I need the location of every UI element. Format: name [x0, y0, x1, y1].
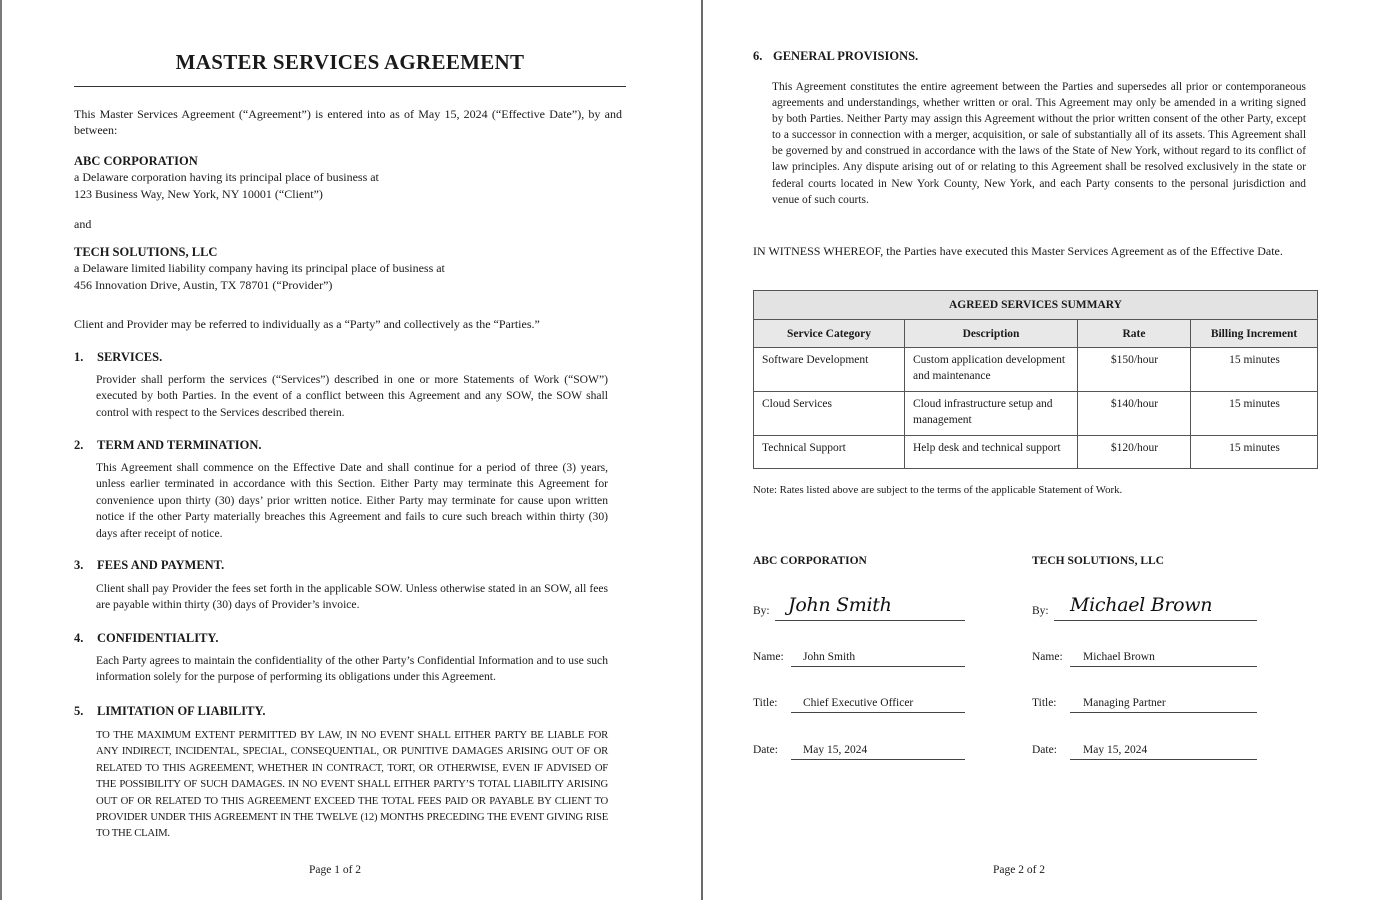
section-number: 1.	[74, 350, 84, 364]
party-a-name: ABC CORPORATION	[74, 154, 198, 168]
section-title: FEES AND PAYMENT.	[97, 558, 225, 572]
table-row	[754, 348, 1318, 392]
title-label: Title:	[753, 697, 778, 709]
section-5-body: TO THE MAXIMUM EXTENT PERMITTED BY LAW, IN NO EVENT SHALL EITHER PARTY BE LIABLE FOR ANY INDIRECT, INCIDENTAL, SPECIAL, CONSEQUENTIAL, OR PUNITIVE DAMAGES ARISING OUT OF OR RELATED TO THIS AGREEMENT, WHETHER IN CONTRACT, TORT, OR OTHERWISE, EVEN IF ADVISED OF THE POSSIBILITY OF SUCH DAMAGES. IN NO EVENT SHALL EITHER PARTY’S TOTAL LIABILITY ARISING OUT OF OR RELATED TO THIS AGREEMENT EXCEED THE TOTAL FEES PAID OR PAYABLE BY CLIENT TO PROVIDER UNDER THIS AGREEMENT IN THE TWELVE (12) MONTHS PRECEDING THE EVENT GIVING RISE TO THE CLAIM.	[96, 729, 608, 840]
section-title: CONFIDENTIALITY.	[97, 631, 219, 645]
section-1-body: Provider shall perform the services (“Services”) described in one or more Statements of Work (“SOW”) executed by both Parties. In the event of a conflict between this Agreement and any SOW, the SOW shall control with respect to the Services described therein.	[96, 373, 608, 419]
section-4-heading	[74, 631, 218, 646]
parties-note: Client and Provider may be referred to individually as a “Party” and collectively as the “Parties.”	[74, 317, 540, 331]
page-number: Page 2 of 2	[993, 864, 1046, 876]
title-label: Title:	[1032, 697, 1057, 709]
signer-title: Managing Partner	[1083, 697, 1166, 709]
section-number: 5.	[74, 704, 84, 718]
column-header: Billing Increment	[1191, 320, 1318, 348]
column-header: Description	[905, 320, 1078, 348]
table-note: Note: Rates listed above are subject to the terms of the applicable Statement of Work.	[753, 484, 1123, 496]
page-number: Page 1 of 2	[309, 864, 362, 876]
section-title: GENERAL PROVISIONS.	[773, 49, 919, 63]
table-cell: 15 minutes	[1191, 348, 1318, 392]
table-cell: $140/hour	[1078, 392, 1191, 436]
party-a-block	[74, 153, 622, 202]
table-cell: Custom application development and maintenance	[905, 348, 1078, 392]
name-label: Name:	[753, 651, 784, 663]
party-a-line2: 123 Business Way, New York, NY 10001 (“Client”)	[74, 186, 323, 201]
document-page-2	[701, 0, 1400, 900]
document-title: MASTER SERVICES AGREEMENT	[175, 50, 525, 74]
table-cell: Software Development	[754, 348, 905, 392]
sign-date: May 15, 2024	[1083, 744, 1148, 756]
by-label: By:	[1032, 605, 1049, 617]
table-cell: Technical Support	[754, 436, 905, 469]
section-title: SERVICES.	[97, 350, 163, 364]
section-1-heading	[74, 350, 162, 365]
handwritten-signature: John Smith	[788, 594, 892, 616]
table-row	[754, 436, 1318, 469]
table-cell: Help desk and technical support	[905, 436, 1078, 469]
date-label: Date:	[753, 744, 778, 756]
sign-date: May 15, 2024	[803, 744, 868, 756]
section-5-heading	[74, 704, 265, 719]
table-cell: 15 minutes	[1191, 436, 1318, 469]
party-b-line1: a Delaware limited liability company having its principal place of business at	[74, 261, 445, 276]
services-summary-table	[753, 290, 1318, 469]
table-caption: AGREED SERVICES SUMMARY	[754, 291, 1318, 320]
section-4-body: Each Party agrees to maintain the confidentiality of the other Party’s Confidential Information and to use such information solely for the purpose of performing its obligations under this Agreement.	[96, 654, 608, 684]
signer-name: Michael Brown	[1083, 651, 1155, 663]
handwritten-signature: Michael Brown	[1070, 594, 1213, 616]
signatory-b-party: TECH SOLUTIONS, LLC	[1032, 555, 1164, 567]
signer-name: John Smith	[803, 651, 856, 663]
table-cell: 15 minutes	[1191, 392, 1318, 436]
section-3-heading	[74, 558, 224, 573]
signer-title: Chief Executive Officer	[803, 697, 914, 709]
table-cell: Cloud Services	[754, 392, 905, 436]
date-label: Date:	[1032, 744, 1057, 756]
party-b-line2: 456 Innovation Drive, Austin, TX 78701 (“Provider”)	[74, 277, 333, 292]
name-label: Name:	[1032, 651, 1063, 663]
table-row	[754, 392, 1318, 436]
section-title: TERM AND TERMINATION.	[97, 438, 262, 452]
section-number: 2.	[74, 438, 84, 452]
intro-paragraph: This Master Services Agreement (“Agreement”) is entered into as of May 15, 2024 (“Effective Date”), by and between:	[74, 107, 622, 138]
party-a-line1: a Delaware corporation having its principal place of business at	[74, 170, 379, 185]
section-6-heading	[753, 49, 918, 64]
signatory-a-party: ABC CORPORATION	[753, 555, 867, 567]
column-header: Service Category	[754, 320, 905, 348]
party-b-name: TECH SOLUTIONS, LLC	[74, 245, 218, 259]
column-header: Rate	[1078, 320, 1191, 348]
section-number: 6.	[753, 49, 763, 63]
section-2-body: This Agreement shall commence on the Effective Date and shall continue for a period of three (3) years, unless earlier terminated in accordance with this Section. Either Party may terminate this Agreement for convenience upon thirty (30) days’ prior written notice. Either Party may terminate for cause upon written notice if the other Party materially breaches this Agreement and fails to cure such breach within thirty (30) days after receipt of notice.	[96, 461, 608, 540]
section-title: LIMITATION OF LIABILITY.	[97, 704, 266, 718]
table-cell: Cloud infrastructure setup and management	[905, 392, 1078, 436]
by-label: By:	[753, 605, 770, 617]
title-divider	[74, 86, 626, 87]
and-text: and	[74, 217, 92, 231]
table-cell: $120/hour	[1078, 436, 1191, 469]
section-6-body: This Agreement constitutes the entire agreement between the Parties and supersedes all prior or contemporaneous agreements and understandings, whether written or oral. This Agreement may only be amended in a writing signed by both Parties. Neither Party may assign this Agreement without the prior written consent of the other Party, except to a successor in connection with a merger, acquisition, or sale of substantially all of its assets. This Agreement shall be governed by and construed in accordance with the laws of the State of New York, without regard to its conflict of law principles. Any dispute arising out of or relating to this Agreement shall be resolved exclusively in the state or federal courts located in New York County, New York, and each Party consents to the personal jurisdiction and venue of such courts.	[772, 81, 1306, 206]
witness-statement: IN WITNESS WHEREOF, the Parties have executed this Master Services Agreement as of the Effective Date.	[753, 244, 1283, 258]
section-3-body: Client shall pay Provider the fees set forth in the applicable SOW. Unless otherwise stated in an SOW, all fees are payable within thirty (30) days of Provider’s invoice.	[96, 582, 608, 612]
party-b-block	[74, 244, 622, 293]
section-number: 3.	[74, 558, 84, 572]
section-2-heading	[74, 438, 261, 453]
table-cell: $150/hour	[1078, 348, 1191, 392]
section-number: 4.	[74, 631, 84, 645]
